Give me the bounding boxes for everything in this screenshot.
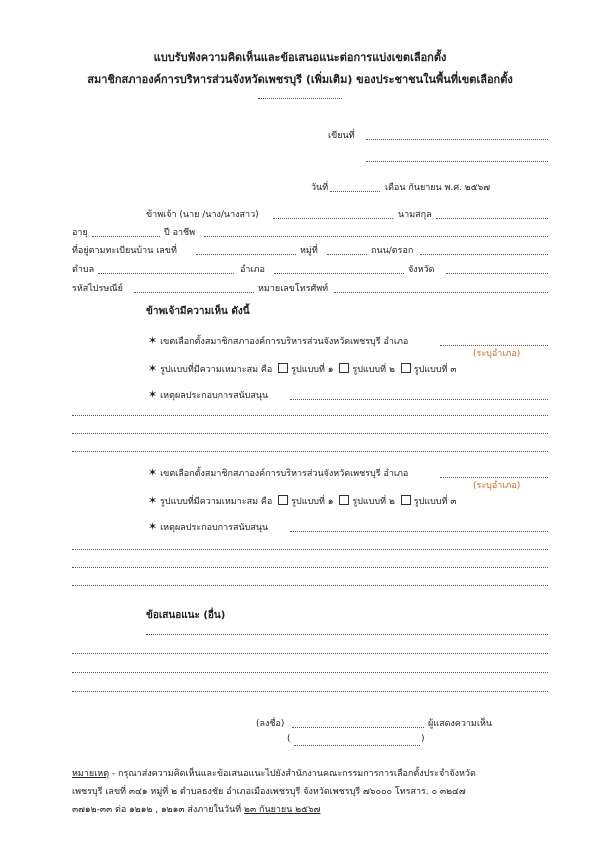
- option3-checkbox[interactable]: [401, 363, 411, 373]
- option3-label: รูปแบบที่ ๓: [413, 365, 457, 375]
- surname-label: นามสกุล: [398, 210, 432, 220]
- date-month-label: เดือน กันยายน พ.ศ. ๒๕๖๗: [385, 183, 491, 193]
- option3-label: รูปแบบที่ ๓: [413, 497, 457, 507]
- option2-checkbox[interactable]: [339, 495, 349, 505]
- section2-reason-line[interactable]: [72, 585, 548, 586]
- signature-field[interactable]: [292, 727, 424, 728]
- subdistrict-field[interactable]: [98, 273, 234, 274]
- star-icon: ✶: [148, 388, 158, 401]
- model-label: รูปแบบที่มีความเหมาะสม คือ: [160, 365, 273, 375]
- suggestion-line[interactable]: [146, 634, 548, 635]
- written-at-field-2[interactable]: [366, 161, 548, 162]
- opinion-heading: ข้าพเจ้ามีความเห็น ดังนี้: [146, 306, 250, 317]
- paren-close: ): [421, 734, 425, 744]
- province-label: จังหวัด: [408, 265, 435, 275]
- option2-label: รูปแบบที่ ๒: [352, 497, 395, 507]
- postcode-field[interactable]: [134, 292, 254, 293]
- age-field[interactable]: [92, 236, 160, 237]
- section2-zone-row: [148, 466, 408, 480]
- suggestion-line[interactable]: [72, 691, 548, 692]
- subdistrict-label: ตำบล: [72, 265, 95, 275]
- district-label: อำเภอ: [240, 265, 265, 275]
- written-at-field[interactable]: [366, 139, 548, 140]
- written-at-label: เขียนที่: [328, 131, 355, 141]
- date-label: วันที่: [311, 183, 329, 193]
- model-label: รูปแบบที่มีความเหมาะสม คือ: [160, 497, 273, 507]
- reason-label: เหตุผลประกอบการสนับสนุน: [160, 391, 269, 401]
- star-icon: ✶: [148, 520, 158, 533]
- paren-open: (: [287, 734, 291, 744]
- section1-model-row: [148, 362, 456, 376]
- suggestion-line[interactable]: [72, 653, 548, 654]
- star-icon: ✶: [148, 362, 158, 375]
- section2-reason-line[interactable]: [72, 549, 548, 550]
- note-line2: เพชรบุรี เลขที่ ๓๔๑ หมู่ที่ ๒ ตำบลธงชัย อำเภอเมืองเพชรบุรี จังหวัดเพชรบุรี ๗๖๐๐๐ โทรสาร. ๐ ๓๒๔๗: [72, 787, 466, 797]
- province-field[interactable]: [446, 273, 548, 274]
- option3-checkbox[interactable]: [401, 495, 411, 505]
- section2-reason-line[interactable]: [72, 567, 548, 568]
- surname-field[interactable]: [436, 218, 548, 219]
- date-day-field[interactable]: [330, 191, 380, 192]
- option1-label: รูปแบบที่ ๑: [291, 497, 334, 507]
- zone-label: เขตเลือกตั้งสมาชิกสภาองค์การบริหารส่วนจังหวัดเพชรบุรี อำเภอ: [160, 337, 409, 347]
- option1-label: รูปแบบที่ ๑: [291, 365, 334, 375]
- district-field[interactable]: [274, 273, 404, 274]
- road-field[interactable]: [420, 254, 548, 255]
- name-label: ข้าพเจ้า (นาย /นาง/นางสาว): [146, 210, 259, 220]
- section1-reason-line[interactable]: [72, 451, 548, 452]
- occupation-field[interactable]: [204, 236, 548, 237]
- postcode-label: รหัสไปรษณีย์: [72, 284, 123, 294]
- section1-reason-row: [148, 388, 268, 402]
- section1-reason-line[interactable]: [72, 415, 548, 416]
- option2-checkbox[interactable]: [339, 363, 349, 373]
- occupation-label: ปี อาชีพ: [164, 228, 196, 238]
- section2-reason-row: [148, 520, 268, 534]
- note-text-3: ๓๗๑๒-๓๓ ต่อ ๑๒๑๒ , ๑๒๑๓ ส่งภายในวันที่: [72, 805, 242, 815]
- name-field[interactable]: [273, 218, 393, 219]
- phone-label: หมายเลขโทรศัพท์: [258, 284, 329, 294]
- star-icon: ✶: [148, 494, 158, 507]
- title-underline: [258, 98, 342, 99]
- note-line1: [72, 766, 476, 780]
- sign-label: (ลงชื่อ): [256, 719, 285, 729]
- suggestion-line[interactable]: [72, 672, 548, 673]
- note-text-1: - กรุณาส่งความคิดเห็นและข้อเสนอแนะไปยังสำนักงานคณะกรรมการการเลือกตั้งประจำจังหวัด: [111, 769, 476, 779]
- printed-name-field[interactable]: [294, 745, 420, 746]
- section1-zone-row: [148, 334, 408, 348]
- option1-checkbox[interactable]: [278, 363, 288, 373]
- section2-hint: (ระบุอำเภอ): [473, 481, 521, 491]
- reason-label: เหตุผลประกอบการสนับสนุน: [160, 523, 269, 533]
- form-title-line1: แบบรับฟังความคิดเห็นและข้อเสนอแนะต่อการแบ่งเขตเลือกตั้ง: [153, 51, 447, 64]
- section1-reason-field[interactable]: [290, 399, 548, 400]
- section2-reason-field[interactable]: [290, 531, 548, 532]
- star-icon: ✶: [148, 466, 158, 479]
- suggestion-heading: ข้อเสนอแนะ (อื่น): [146, 610, 226, 621]
- option1-checkbox[interactable]: [278, 495, 288, 505]
- moo-field[interactable]: [327, 254, 367, 255]
- option2-label: รูปแบบที่ ๒: [352, 365, 395, 375]
- note-deadline: ๒๓ กันยายน ๒๕๖๗: [244, 805, 321, 815]
- star-icon: ✶: [148, 334, 158, 347]
- address-field[interactable]: [196, 254, 296, 255]
- form-title-line2: สมาชิกสภาองค์การบริหารส่วนจังหวัดเพชรบุรี (เพิ่มเติม) ของประชาชนในพื้นที่เขตเลือกตั้ง: [87, 73, 513, 86]
- note-line3: [72, 802, 320, 816]
- moo-label: หมู่ที่: [300, 246, 318, 256]
- road-label: ถนน/ตรอก: [371, 246, 414, 256]
- signer-role: ผู้แสดงความเห็น: [428, 719, 493, 729]
- section1-hint: (ระบุอำเภอ): [473, 349, 521, 359]
- age-label: อายุ: [72, 228, 88, 238]
- section1-reason-line[interactable]: [72, 433, 548, 434]
- phone-field[interactable]: [334, 292, 548, 293]
- address-label: ที่อยู่ตามทะเบียนบ้าน เลขที่: [72, 246, 177, 256]
- note-label: หมายเหตุ: [72, 769, 110, 779]
- section2-model-row: [148, 494, 456, 508]
- zone-label: เขตเลือกตั้งสมาชิกสภาองค์การบริหารส่วนจังหวัดเพชรบุรี อำเภอ: [160, 469, 409, 479]
